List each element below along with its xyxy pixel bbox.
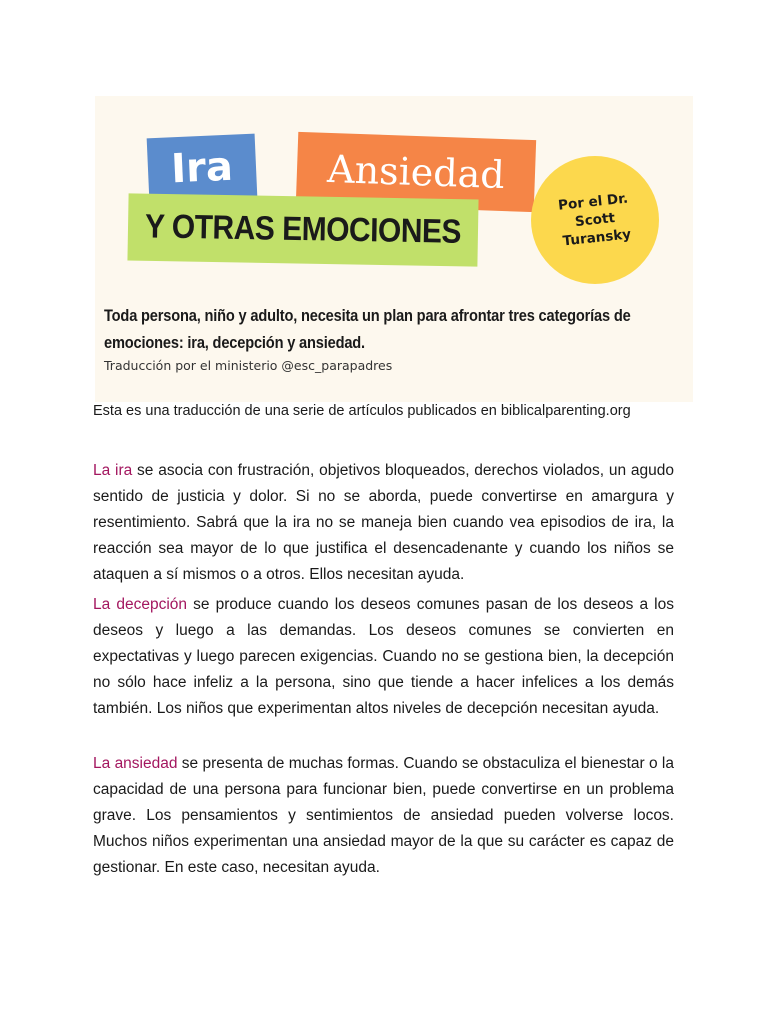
author-name: Por el Dr. Scott Turansky (557, 190, 632, 250)
paragraph-decepcion (93, 592, 674, 722)
term-decepcion: La decepción (93, 596, 188, 613)
paragraph-ansiedad (93, 751, 674, 881)
term-ansiedad: La ansiedad (93, 755, 178, 772)
intro-note: Esta es una traducción de una serie de artículos publicados en biblicalparenting.org (93, 403, 631, 419)
paragraph-ira (93, 458, 674, 588)
translation-credit: Traducción por el ministerio @esc_parapadres (104, 358, 393, 373)
banner-statement: Toda persona, niño y adulto, necesita un plan para afrontar tres categorías de emociones: ira, decepción y ansiedad. (104, 306, 631, 352)
term-ira: La ira (93, 462, 133, 479)
paragraph-ira-text: se asocia con frustración, objetivos bloqueados, derechos violados, un agudo sentido de justicia y dolor. Si no se aborda, puede convertirse en amargura y resentimiento. Sabrá que la ira no se maneja bien cuando vea episodios de ira, la reacción sea mayor de lo que justifica el desencadenante y cuando los niños se ataquen a sí mismos o a otros. Ellos necesitan ayuda. (93, 462, 674, 583)
paragraph-ansiedad-text: se presenta de muchas formas. Cuando se obstaculiza el bienestar o la capacidad de una persona para funcionar bien, puede convertirse en un problema grave. Los pensamientos y sentimientos de ansiedad pueden volverse locos. Muchos niños experimentan una ansiedad mayor de la que su carácter es capaz de gestionar. En este caso, necesitan ayuda. (93, 755, 674, 876)
ansiedad-label: Ansiedad (296, 132, 536, 212)
ira-label: Ira (147, 134, 258, 203)
header-banner (95, 96, 693, 402)
otras-emociones-label: Y OTRAS EMOCIONES (127, 193, 478, 266)
author-badge (531, 156, 659, 284)
paragraph-decepcion-text: se produce cuando los deseos comunes pasan de los deseos a los deseos y luego a las demandas. Los deseos comunes se convierten en expectativas y luego parecen exigencias. Cuando no se gestiona bien, la decepción no sólo hace infeliz a la persona, sino que tiende a hacer infelices a los demás también. Los niños que experimentan altos niveles de decepción necesitan ayuda. (93, 596, 674, 717)
